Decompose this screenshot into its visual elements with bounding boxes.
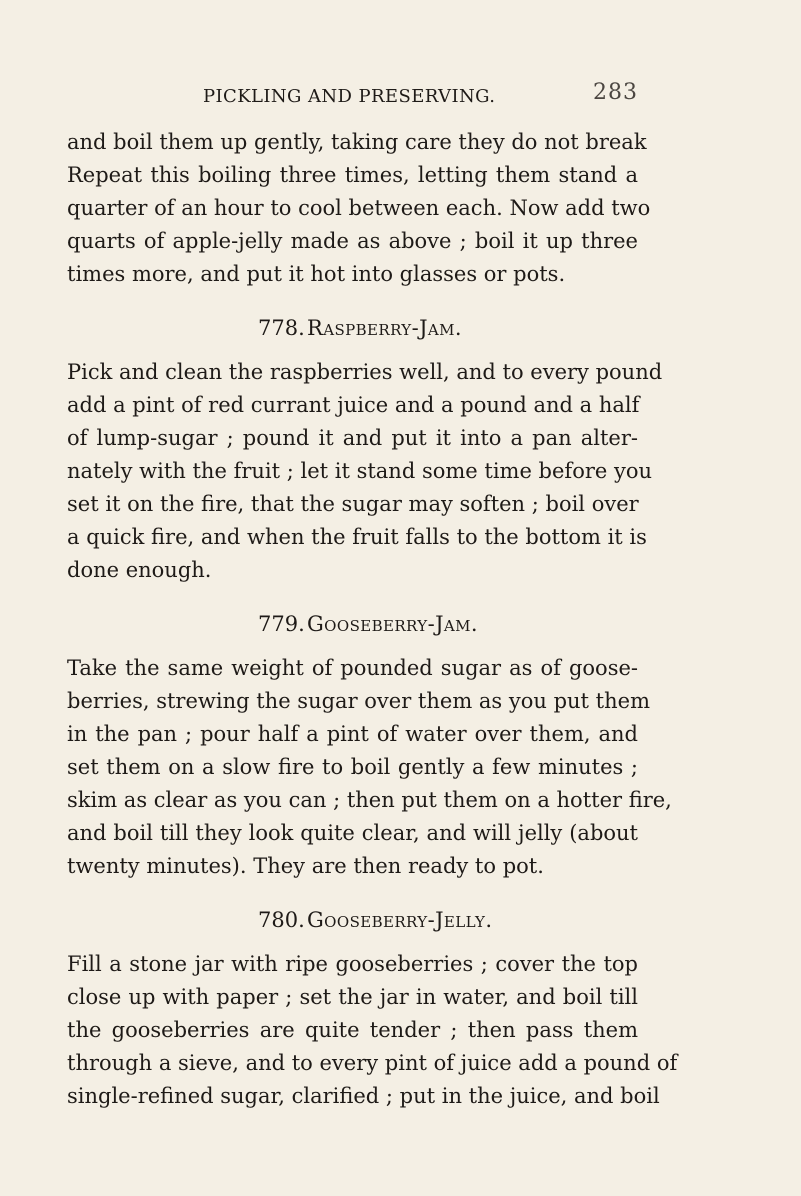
recipe-778-line-6: a quick fire, and when the fruit falls to the bottom it is	[67, 525, 647, 549]
recipe-779-line-2: berries, strewing the sugar over them as you put them	[67, 689, 650, 713]
recipe-number: 778.	[258, 316, 305, 340]
continuation-line-4: quarts of apple-jelly made as above ; boil it up three	[67, 229, 638, 253]
recipe-779-line-4: set them on a slow fire to boil gently a few minutes ;	[67, 755, 638, 779]
recipe-780-line-1: Fill a stone jar with ripe gooseberries ; cover the top	[67, 952, 638, 976]
recipe-number: 780.	[258, 908, 305, 932]
recipe-780-line-4: through a sieve, and to every pint of juice add a pound of	[67, 1051, 678, 1075]
page-number: 283	[593, 80, 638, 105]
recipe-780-line-3: the gooseberries are quite tender ; then pass them	[67, 1018, 638, 1042]
recipe-779-line-3: in the pan ; pour half a pint of water over them, and	[67, 722, 638, 746]
continuation-line-2: Repeat this boiling three times, letting them stand a	[67, 163, 638, 187]
continuation-line-1: and boil them up gently, taking care they do not break	[67, 130, 647, 154]
recipe-778-line-2: add a pint of red currant juice and a pound and a half	[67, 393, 640, 417]
recipe-780-line-5: single-refined sugar, clarified ; put in the juice, and boil	[67, 1084, 660, 1108]
recipe-780-line-2: close up with paper ; set the jar in water, and boil till	[67, 985, 638, 1009]
recipe-778-line-7: done enough.	[67, 558, 212, 582]
continuation-line-3: quarter of an hour to cool between each. Now add two	[67, 196, 651, 220]
recipe-778-line-5: set it on the fire, that the sugar may soften ; boil over	[67, 492, 639, 516]
recipe-number: 779.	[258, 612, 305, 636]
recipe-title: Gooseberry-Jam.	[307, 612, 478, 636]
recipe-779-line-6: and boil till they look quite clear, and will jelly (about	[67, 821, 638, 845]
recipe-title: Gooseberry-Jelly.	[307, 908, 493, 932]
running-title: PICKLING AND PRESERVING.	[203, 86, 496, 107]
recipe-778-line-4: nately with the fruit ; let it stand some time before you	[67, 459, 653, 483]
recipe-778-line-1: Pick and clean the raspberries well, and to every pound	[67, 360, 663, 384]
recipe-778-line-3: of lump-sugar ; pound it and put it into a pan alter-	[67, 426, 638, 450]
continuation-line-5: times more, and put it hot into glasses or pots.	[67, 262, 566, 286]
recipe-title: Raspberry-Jam.	[307, 316, 462, 340]
recipe-779-line-1: Take the same weight of pounded sugar as of goose-	[67, 656, 638, 680]
recipe-779-line-5: skim as clear as you can ; then put them on a hotter fire,	[67, 788, 672, 812]
recipe-779-line-7: twenty minutes). They are then ready to pot.	[67, 854, 544, 878]
